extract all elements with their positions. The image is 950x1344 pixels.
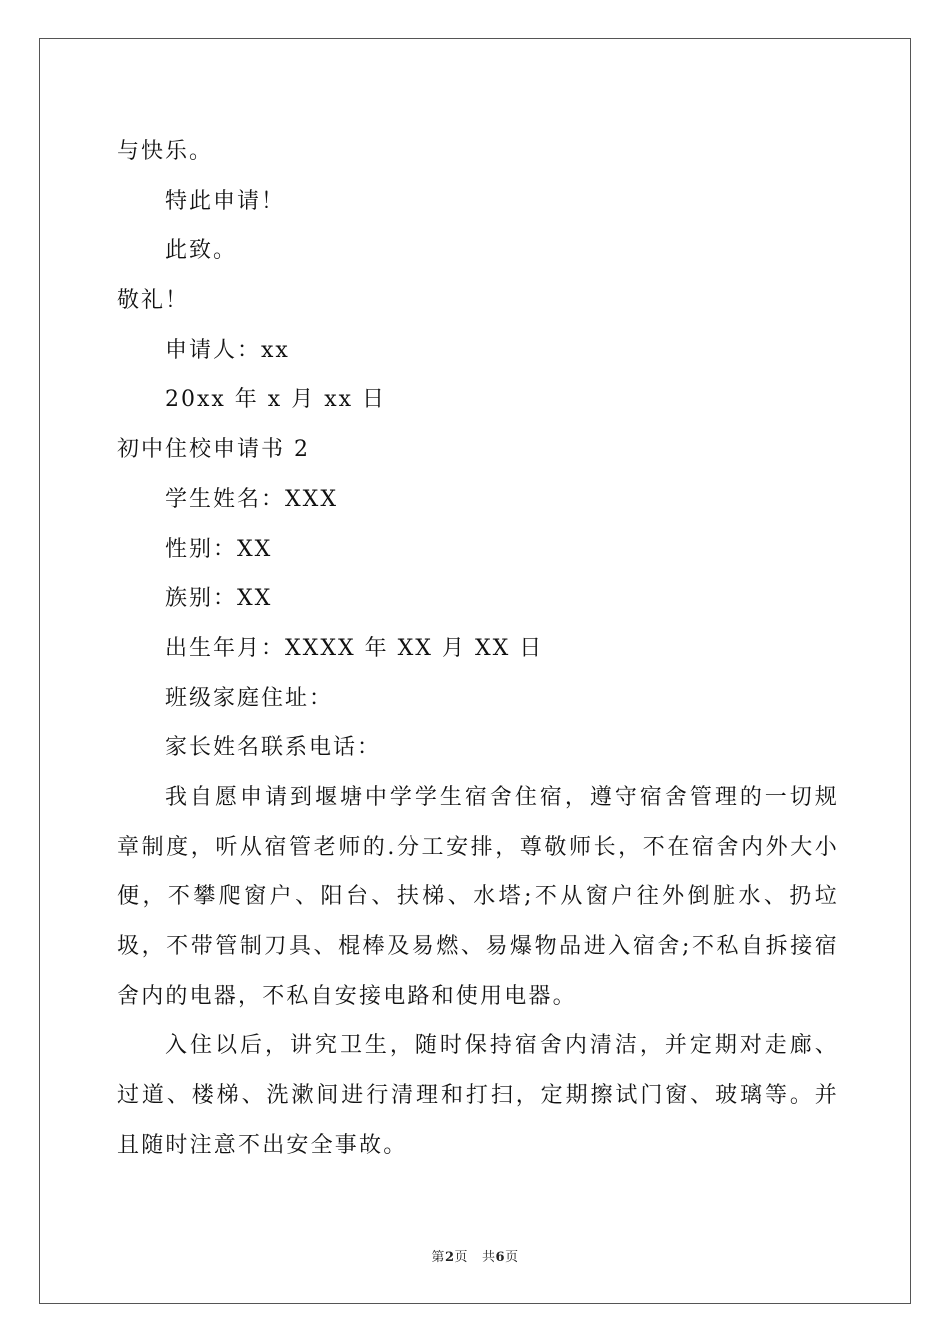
footer-total-prefix: 共 [482,1250,496,1265]
field-parent-contact: 家长姓名联系电话： [165,735,382,761]
field-class-address: 班级家庭住址： [165,685,334,711]
field-birth-date: 出生年月：XXXX 年 XX 月 XX 日 [165,635,544,661]
page-footer [0,1246,950,1265]
text-line: 特此申请！ [165,188,286,214]
field-gender: 性别：XX [165,536,273,562]
date-line: 20xx 年 x 月 xx 日 [165,387,386,413]
footer-page-total: 6 [495,1250,506,1265]
field-student-name: 学生姓名：XXX [165,486,338,512]
section-title: 初中住校申请书 2 [117,437,310,463]
footer-page-prefix: 第 [431,1250,445,1265]
field-ethnicity: 族别：XX [165,586,273,612]
footer-page-suffix: 页 [454,1250,468,1265]
footer-page-current: 2 [444,1250,455,1265]
paragraph: 我自愿申请到堰塘中学学生宿舍住宿，遵守宿舍管理的一切规章制度，听从宿管老师的.分工安排，尊敬师长，不在宿舍内外大小便，不攀爬窗户、阳台、扶梯、水塔;不从窗户往外倒脏水、扔垃圾，不带管制刀具、棍棒及易燃、易爆物品进入宿舍;不私自拆接宿舍内的电器，不私自安接电路和使用电器。 [117,784,839,1009]
text-line: 此致。 [165,238,238,264]
footer-total-suffix: 页 [505,1250,519,1265]
paragraph: 入住以后，讲究卫生，随时保持宿舍内清洁，并定期对走廊、过道、楼梯、洗漱间进行清理和打扫，定期擦试门窗、玻璃等。并且随时注意不出安全事故。 [117,1033,839,1158]
text-line: 敬礼！ [117,288,190,314]
text-line: 与快乐。 [117,139,214,164]
document-body [117,127,839,1171]
applicant-line: 申请人：xx [165,337,290,363]
